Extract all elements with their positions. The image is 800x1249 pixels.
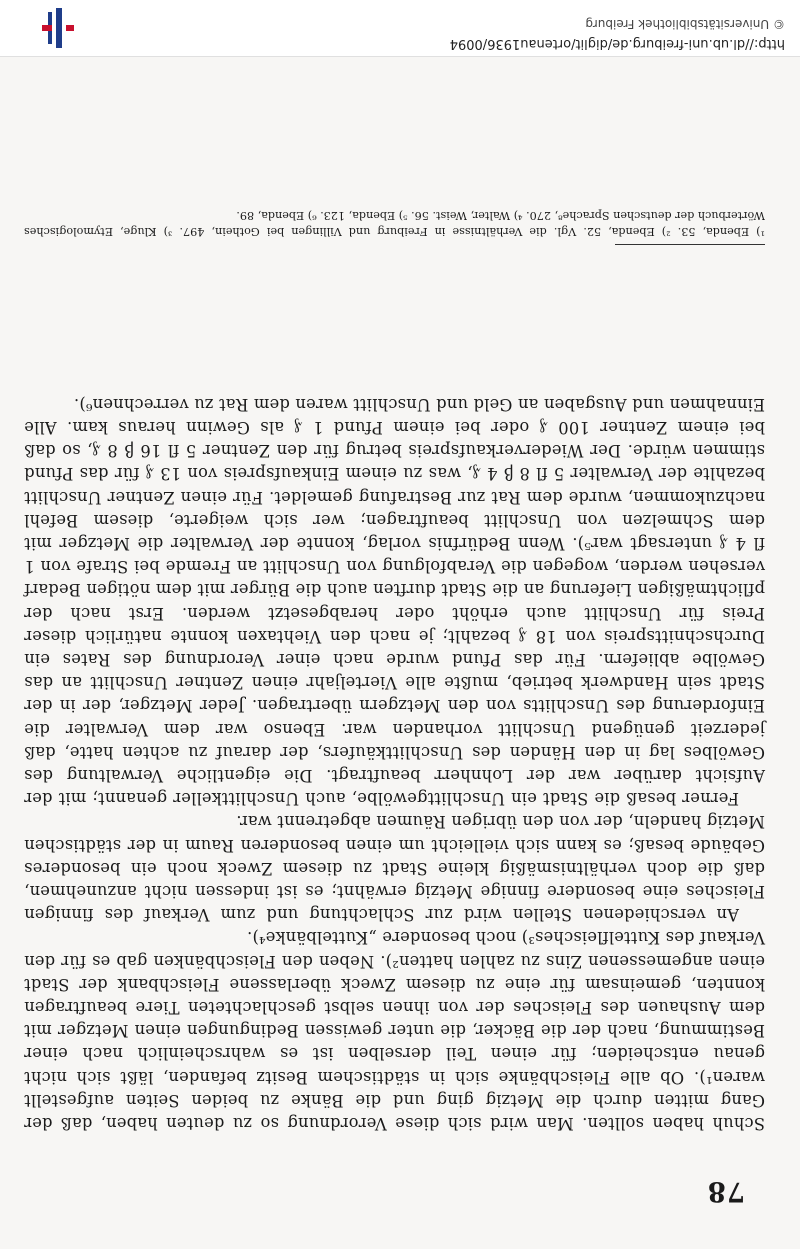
source-url-link[interactable]: http://dl.ub.uni-freiburg.de/diglit/ortenau1936/0094 — [449, 36, 785, 51]
footnote-text: ¹) Ebenda, 53. ²) Ebenda, 52. Vgl. die Verhältnisse in Freiburg und Villingen bei Gothein, 497. ³) Kluge, Etymologisches Wörterbuch der deutschen Sprache⁸, 270. ⁴) Walter, Weist. 56. ⁵) Ebenda, 123. ⁶) Ebenda, 89. — [24, 209, 765, 238]
footnote-rule — [615, 244, 765, 245]
logo-bar — [42, 25, 52, 31]
logo-bar — [66, 25, 74, 31]
footnotes — [24, 207, 765, 239]
paragraph: An verschiedenen Stellen wird zur Schlachtung und zum Verkauf des finnigen Fleisches eine besondere finnige Metzig erwähnt; es ist indessen nicht anzunehmen, daß die doch verhältnismäßig kleine Stadt zu diesem Zweck noch ein besonderes Gebäude besaß; es kann sich vielleicht um einen besonderen Raum in der städtischen Metzig handeln, der von den übrigen Räumen abgetrennt war. — [24, 812, 765, 925]
body-text — [24, 393, 765, 1136]
ub-freiburg-logo-icon — [40, 8, 76, 48]
library-footer — [0, 0, 800, 57]
logo-bar — [56, 8, 62, 48]
paragraph: Schuh haben sollten. Man wird sich diese Verordnung so zu deuten haben, daß der Gang mitten durch die Metzig ging und die Bänke zu beiden Seiten aufgestellt waren¹). Ob alle Fleischbänke sich in städtischem Besitz befanden, läßt sich nicht genau entscheiden; für einen Teil derselben ist es wahrscheinlich nach einer Bestimmung, nach der die Bäcker, die unter gewissen Bedingungen einen Metzger mit dem Aushauen des Fleisches der von ihnen selbst geschlachteten Tiere beauftragen konnten, gemeinsam für eine zu diesem Zweck überlassene Fleischbank der Stadt einen angemessenen Zins zu zahlen hatten²). Neben den Fleischbänken gab es für den Verkauf des Kuttelfleisches³) noch besondere „Kuttelbänke⁴). — [24, 928, 765, 1133]
scanned-book-page — [0, 57, 800, 1249]
page-number: 78 — [706, 1175, 745, 1207]
copyright-notice: © Universitätsbibliothek Freiburg — [585, 17, 785, 31]
paragraph: Ferner besaß die Stadt ein Unschlittgewölbe, auch Unschlittkeller genannt; mit der Aufsicht darüber war der Lohnherr beauftragt. Die eigentliche Verwaltung des Gewölbes lag in den Händen des Unschlittkäufers, der darauf zu achten hatte, daß jederzeit genügend Unschlitt vorhanden war. Ebenso war dem Verwalter die Einforderung des Unschlitts von den Metzgern übertragen. Jeder Metzger, der in der Stadt sein Handwerk betrieb, mußte alle Vierteljahr einen Zentner Unschlitt an das Gewölbe abliefern. Für das Pfund wurde nach einer Verordnung des Rates ein Durchschnittspreis von 18 ₰ bezahlt; je nach den Viehtaxen konnte natürlich dieser Preis für Unschlitt auch erhöht oder herabgesetzt werden. Erst nach der pflichtmäßigen Lieferung an die Stadt durften auch die Bürger mit dem nötigen Bedarf versehen werden, wogegen die Verabfolgung von Unschlitt an Fremde bei Strafe von 1 fl 4 ₰ untersagt war⁵). Wenn Bedürfnis vorlag, konnte der Verwalter die Metzger mit dem Schmelzen von Unschlitt beauftragen; wer sich weigerte, diesem Befehl nachzukommen, wurde dem Rat zur Bestrafung gemeldet. Für einen Zentner Unschlitt bezahlte der Verwalter 5 fl 8 β 4 ₰, was zu einem Einkaufspreis von 13 ₰ für das Pfund stimmen würde. Der Wiederverkaufspreis betrug für den Zentner 5 fl 16 β 8 ₰, so daß bei einem Zentner 100 ₰ oder bei einem Pfund 1 ₰ als Gewinn heraus kam. Alle Einnahmen und Ausgaben an Geld und Unschlitt waren dem Rat zu verrechnen⁶). — [24, 394, 765, 809]
